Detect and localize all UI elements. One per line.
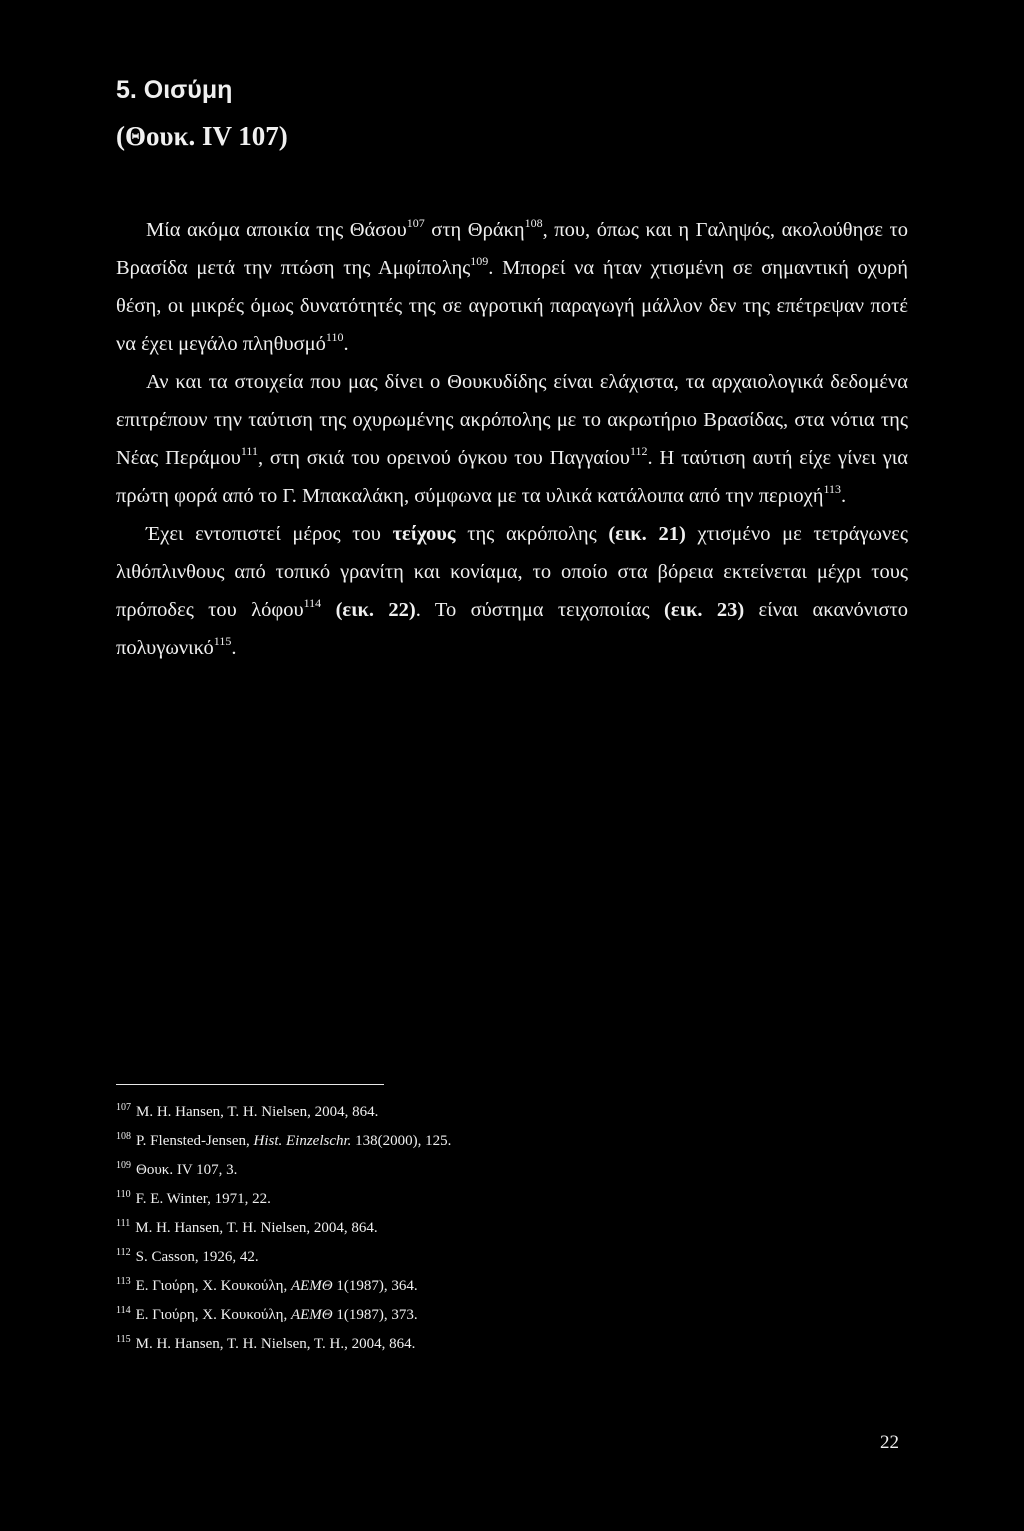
page-number: 22 (880, 1432, 899, 1453)
footnote-number: 108 (116, 1131, 131, 1142)
footnote-number: 107 (116, 1102, 131, 1113)
footnote-list (116, 1098, 816, 1359)
footnote-item: $^{109}$ Θουκ. IV 107, 3. (116, 1160, 238, 1178)
footnote-number: 111 (116, 1218, 131, 1229)
footnote-item: $^{114}$ Ε. Γιούρη, Χ. Κουκούλη, ΑΕΜΘ 1(1987), 373. (116, 1305, 418, 1323)
footnote-item: $^{112}$ S. Casson, 1926, 42. (116, 1247, 259, 1265)
footnote-ref-114[interactable]: 114 (303, 596, 322, 610)
footnote-number: 109 (116, 1160, 131, 1171)
section-title: 5. Οισύμη (116, 76, 233, 104)
footnote-ref-113[interactable]: 113 (823, 482, 842, 496)
footnote-ref-110[interactable]: 110 (325, 330, 344, 344)
figure-ref-21: (εικ. 21) (608, 523, 686, 545)
footnote-number: 115 (116, 1334, 131, 1345)
footnote-number: 110 (116, 1189, 131, 1200)
footnote-ref-107[interactable]: 107 (406, 216, 425, 230)
body-text (116, 211, 908, 667)
section-reference: (Θουκ. IV 107) (116, 121, 288, 151)
footnote-ref-115[interactable]: 115 (213, 634, 232, 648)
footnote-number: 112 (116, 1247, 131, 1258)
footnote-item: $^{113}$ Ε. Γιούρη, Χ. Κουκούλη, ΑΕΜΘ 1(1987), 364. (116, 1276, 418, 1294)
footnote-number: 113 (116, 1276, 131, 1287)
footnote-ref-108[interactable]: 108 (524, 216, 543, 230)
footnote-item: $^{111}$ M. H. Hansen, T. H. Nielsen, 2004, 864. (116, 1218, 378, 1236)
footnote-item: $^{115}$ M. H. Hansen, T. H. Nielsen, T. H., 2004, 864. (116, 1334, 416, 1352)
wall-term: τείχους (392, 523, 456, 545)
footnote-item: $^{110}$ F. E. Winter, 1971, 22. (116, 1189, 271, 1207)
footnote-item: $^{108}$ P. Flensted-Jensen, Hist. Einzelschr. 138(2000), 125. (116, 1131, 452, 1149)
footnote-ref-111[interactable]: 111 (240, 444, 258, 458)
footnote-divider (116, 1084, 384, 1085)
footnote-item: $^{107}$ M. H. Hansen, T. H. Nielsen, 2004, 864. (116, 1102, 379, 1120)
figure-ref-22: (εικ. 22) (335, 599, 416, 621)
footnote-ref-112[interactable]: 112 (629, 444, 648, 458)
figure-ref-23: (εικ. 23) (664, 599, 745, 621)
footnote-ref-109[interactable]: 109 (470, 254, 489, 268)
footnote-number: 114 (116, 1305, 131, 1316)
paragraph-1: Μία ακόμα αποικία της Θάσου$^{107}$ στη Θράκη$^{108}$, που, όπως και η Γαληψός, ακολούθησε το Βρασίδα μετά την πτώση της Αμφίπολης$^{109}$. Μπορεί να ήταν χτισμένη σε σημαντική οχυρή θέση, οι μικρές όμως δυνατότητές της σε αγροτική παραγωγή μάλλον δεν της επέτρεψαν ποτέ να έχει μεγάλο πληθυσμό$^{110}$. (116, 216, 908, 355)
paragraph-3: Έχει εντοπιστεί μέρος του τείχους της ακρόπολης (εικ. 21) χτισμένο με τετράγωνες λιθόπλινθους από τοπικό γρανίτη και κονίαμα, το οποίο στα βόρεια εκτείνεται μέχρι τους πρόποδες του λόφου$^{114}$ (εικ. 22). Το σύστημα τειχοποιίας (εικ. 23) είναι ακανόνιστο πολυγωνικό$^{115}$. (116, 523, 909, 659)
paragraph-2: Αν και τα στοιχεία που μας δίνει ο Θουκυδίδης είναι ελάχιστα, τα αρχαιολογικά δεδομένα επιτρέπουν την ταύτιση της οχυρωμένης ακρόπολης με το ακρωτήριο Βρασίδας, στα νότια της Νέας Περάμου$^{111}$, στη σκιά του ορεινού όγκου του Παγγαίου$^{112}$. Η ταύτιση αυτή είχε γίνει για πρώτη φορά από το Γ. Μπακαλάκη, σύμφωνα με τα υλικά κατάλοιπα από την περιοχή$^{113}$. (116, 371, 909, 507)
